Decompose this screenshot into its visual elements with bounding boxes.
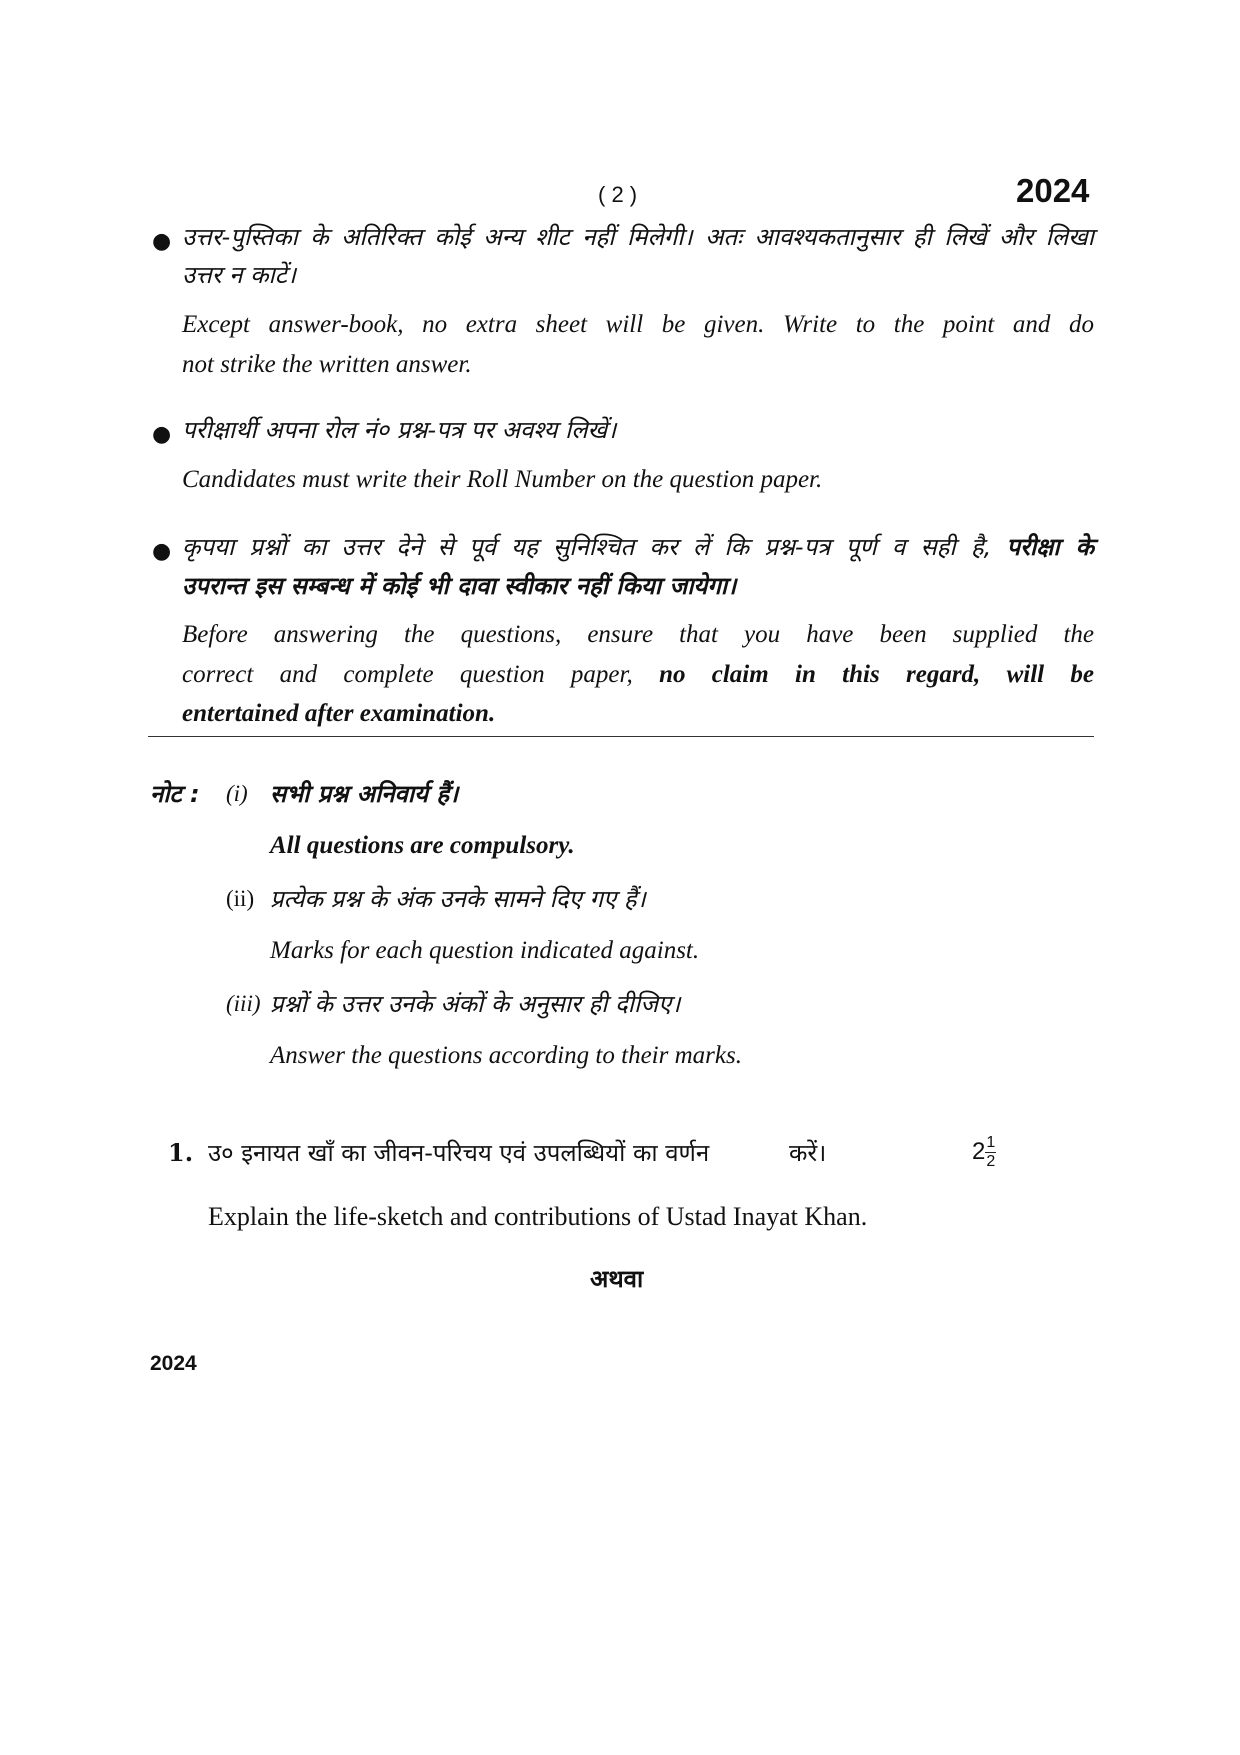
instruction-3-hindi-bold-a: परीक्षा के	[1006, 533, 1094, 561]
question-1-hindi: उ० इनायत खाँ का जीवन-परिचय एवं उपलब्धियों का वर्णन	[208, 1139, 710, 1167]
instruction-2-hindi: परीक्षार्थी अपना रोल नं० प्रश्न-पत्र पर अवश्य लिखें।	[182, 416, 617, 444]
question-1-hindi-end: करें।	[789, 1139, 827, 1167]
instruction-3-english-plain: correct and complete question paper,	[182, 661, 633, 688]
marks-fraction	[985, 1134, 996, 1171]
marks-denominator: 2	[986, 1153, 996, 1170]
marks-whole: 2	[972, 1137, 986, 1165]
instruction-1-english-line1: Except answer-book, no extra sheet will be given. Write to the point and do	[182, 311, 1094, 338]
section-divider	[148, 736, 1094, 737]
instruction-1-english-line2: not strike the written answer.	[182, 351, 472, 378]
note-label: नोट :	[150, 780, 200, 808]
page-number: ( 2 )	[598, 182, 638, 207]
note-item-2-numeral: (ii)	[226, 886, 255, 911]
instruction-3-hindi-line2: उपरान्त इस सम्बन्ध में कोई भी दावा स्वीकार नहीं किया जायेगा।	[182, 572, 737, 600]
instruction-2-english: Candidates must write their Roll Number on the question paper.	[182, 466, 823, 493]
note-item-1-numeral: (i)	[226, 781, 248, 806]
instruction-3-hindi-plain: कृपया प्रश्नों का उत्तर देने से पूर्व यह सुनिश्चित कर लें कि प्रश्न-पत्र पूर्ण व सही है,	[182, 533, 992, 561]
instruction-1-hindi-line2: उत्तर न काटें।	[182, 261, 296, 289]
bullet-icon: ●	[152, 539, 172, 564]
bullet-icon: ●	[152, 229, 172, 254]
instruction-3-english-line1: Before answering the questions, ensure that you have been supplied the	[182, 621, 1094, 648]
question-1-number: 1.	[168, 1138, 194, 1167]
note-item-2-hindi: प्रत्येक प्रश्न के अंक उनके सामने दिए गए हैं।	[270, 885, 646, 913]
marks-numerator: 1	[986, 1134, 996, 1151]
question-1-marks	[972, 1134, 996, 1171]
note-item-2-english: Marks for each question indicated against.	[270, 937, 700, 964]
note-item-1-english: All questions are compulsory.	[270, 832, 575, 859]
note-item-1-hindi: सभी प्रश्न अनिवार्य हैं।	[270, 780, 459, 808]
instruction-3-english-line2	[182, 655, 1094, 695]
footer-year: 2024	[150, 1352, 197, 1375]
instruction-3-english-line3: entertained after examination.	[182, 700, 496, 727]
instruction-3-english-bold-a: no claim in this regard, will be	[659, 661, 1095, 688]
instruction-3-hindi-line1	[182, 530, 1094, 563]
or-label: अथवा	[590, 1265, 644, 1293]
note-item-3-english: Answer the questions according to their marks.	[270, 1042, 742, 1069]
note-item-3-numeral: (iii)	[226, 991, 261, 1016]
question-1-english: Explain the life-sketch and contributions of Ustad Inayat Khan.	[208, 1202, 868, 1231]
note-item-3-hindi: प्रश्नों के उत्तर उनके अंकों के अनुसार ही दीजिए।	[270, 990, 681, 1018]
instruction-1-hindi-line1: उत्तर-पुस्तिका के अतिरिक्त कोई अन्य शीट नहीं मिलेगी। अतः आवश्यकतानुसार ही लिखें और लिखा	[182, 223, 1094, 251]
header-year: 2024	[1016, 172, 1090, 209]
bullet-icon: ●	[152, 422, 172, 447]
